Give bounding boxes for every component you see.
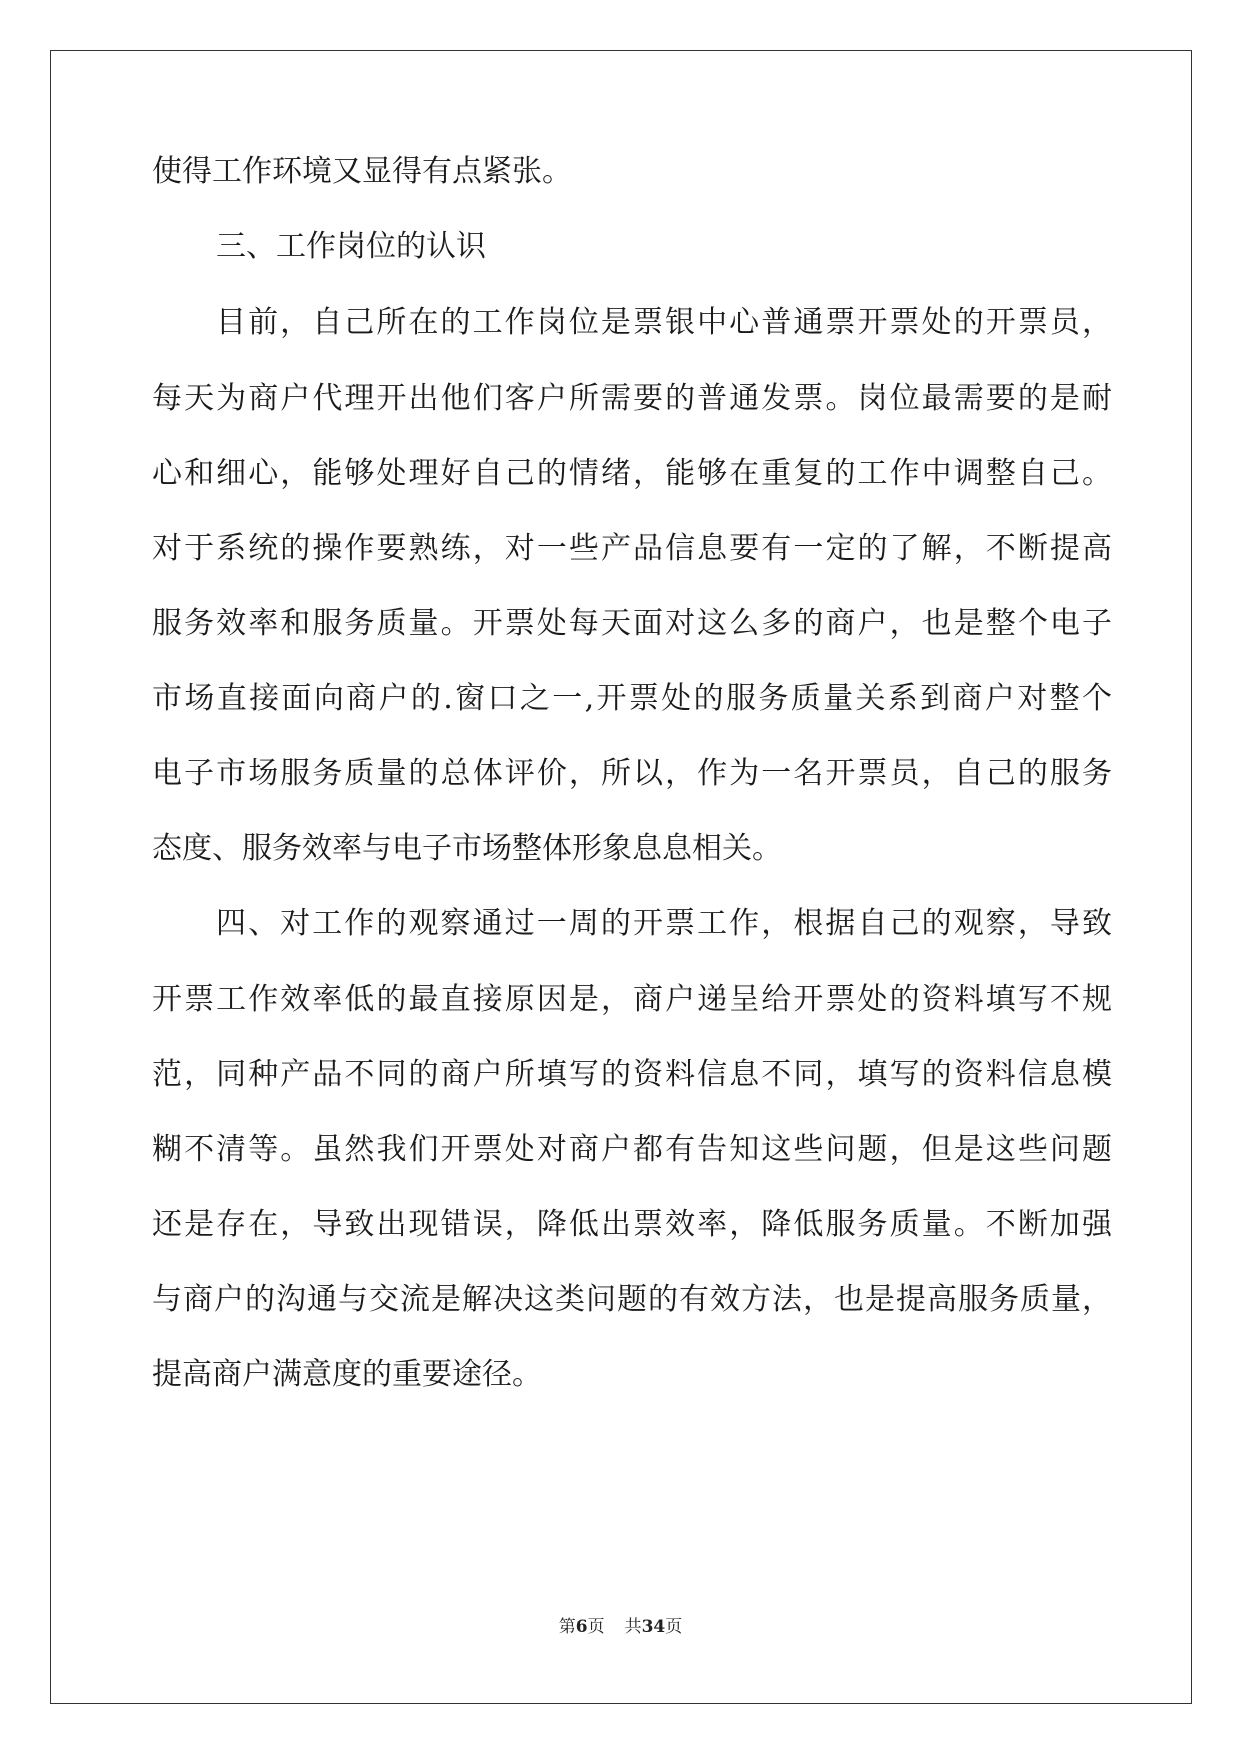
- page-number: 6: [575, 1617, 588, 1637]
- paragraph-line: 使得工作环境又显得有点紧张。: [152, 154, 572, 189]
- paragraph-line: 还是存在，导致出现错误，降低出票效率，降低服务质量。不断加强: [152, 1207, 1112, 1242]
- paragraph-line: 态度、服务效率与电子市场整体形象息息相关。: [152, 831, 782, 866]
- paragraph-line: 糊不清等。虽然我们开票处对商户都有告知这些问题，但是这些问题: [152, 1132, 1112, 1167]
- footer-total-suffix: 页: [665, 1617, 683, 1637]
- paragraph-line: 电子市场服务质量的总体评价，所以，作为一名开票员，自己的服务: [152, 756, 1112, 791]
- total-pages: 34: [641, 1617, 666, 1637]
- paragraph-line: 目前，自己所在的工作岗位是票银中心普通票开票处的开票员，: [216, 305, 1112, 340]
- paragraph-line: 对于系统的操作要熟练，对一些产品信息要有一定的了解，不断提高: [152, 531, 1112, 566]
- paragraph-line: 心和细心，能够处理好自己的情绪，能够在重复的工作中调整自己。: [152, 456, 1112, 491]
- paragraph-line: 市场直接面向商户的.窗口之一,开票处的服务质量关系到商户对整个: [152, 681, 1112, 716]
- paragraph-line: 服务效率和服务质量。开票处每天面对这么多的商户，也是整个电子: [152, 606, 1112, 641]
- paragraph-line: 与商户的沟通与交流是解决这类问题的有效方法，也是提高服务质量，: [152, 1282, 1112, 1317]
- paragraph-line: 范，同种产品不同的商户所填写的资料信息不同，填写的资料信息模: [152, 1057, 1112, 1092]
- paragraph-line: 每天为商户代理开出他们客户所需要的普通发票。岗位最需要的是耐: [152, 381, 1112, 416]
- footer-total-prefix: 共: [624, 1617, 642, 1637]
- section-heading: 三、工作岗位的认识: [216, 229, 486, 264]
- page-footer: [0, 1612, 1241, 1637]
- page-border: [50, 50, 1192, 1704]
- section-heading: 四、对工作的观察通过一周的开票工作，根据自己的观察，导致: [216, 906, 1112, 941]
- footer-prefix: 第: [558, 1617, 576, 1637]
- paragraph-line: 提高商户满意度的重要途径。: [152, 1357, 542, 1392]
- footer-page-suffix: 页: [587, 1617, 605, 1637]
- paragraph-line: 开票工作效率低的最直接原因是，商户递呈给开票处的资料填写不规: [152, 982, 1112, 1017]
